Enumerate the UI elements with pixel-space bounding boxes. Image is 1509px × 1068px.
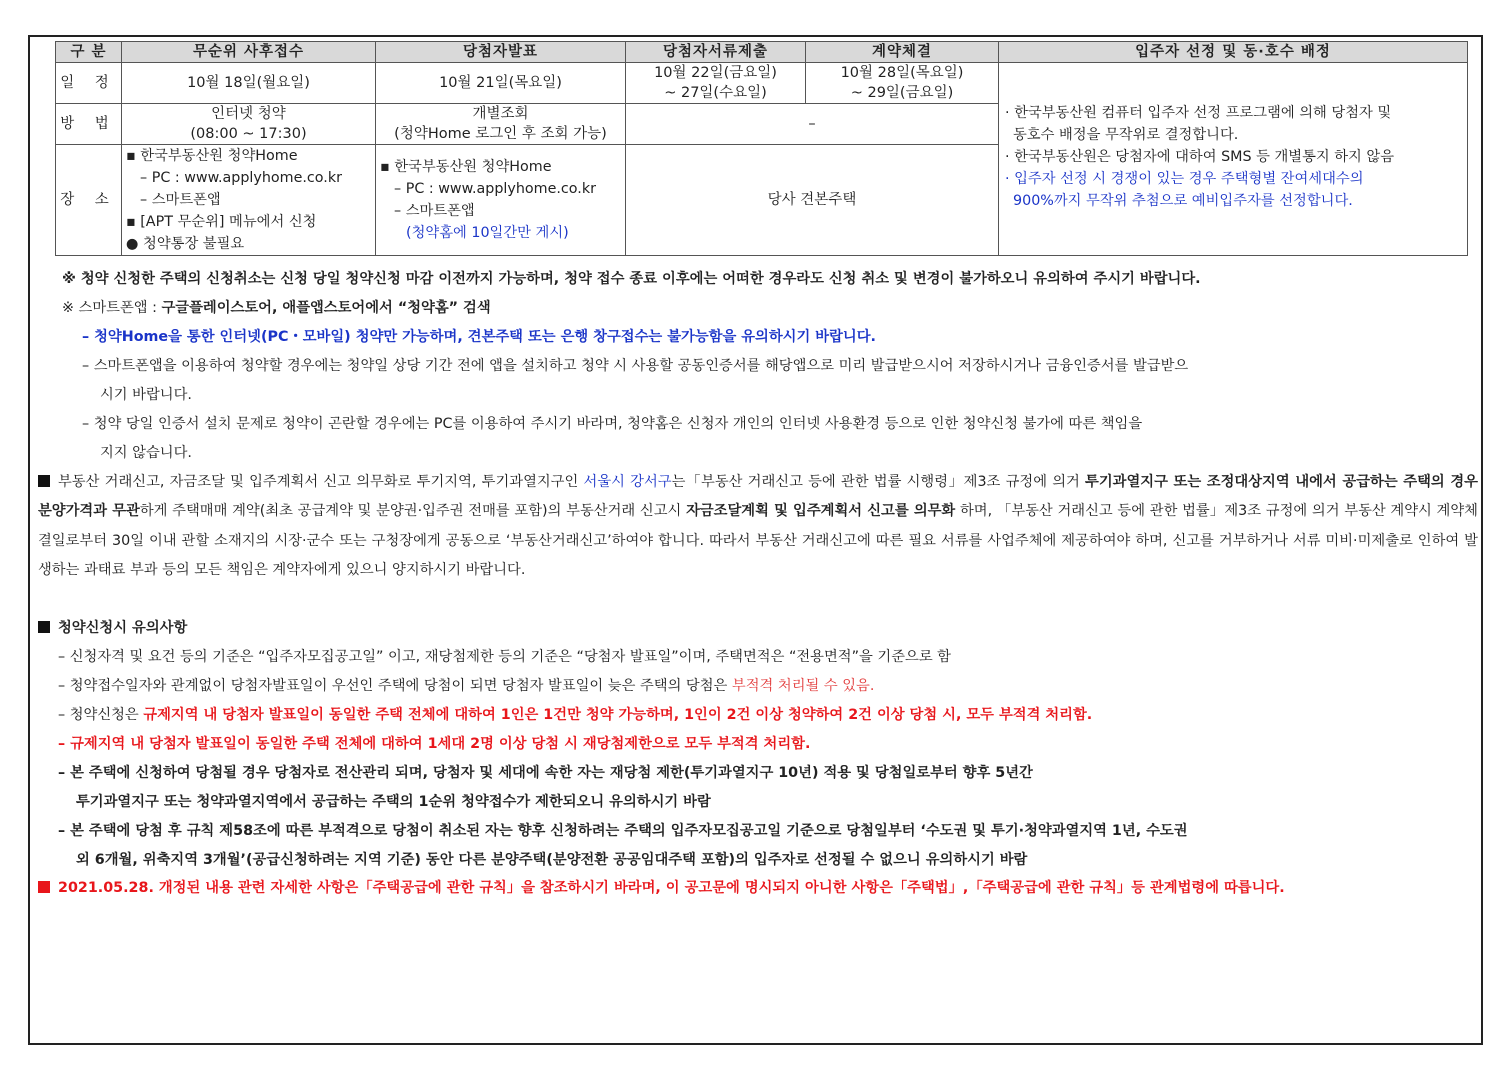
note-cancellation: ※ 청약 신청한 주택의 신청취소는 신청 당일 청약신청 마감 이전까지 가능하며, 청약 접수 종료 이후에는 어떠한 경우라도 신청 취소 및 변경이 불가하오니 유의하여 주시기 바랍니다. <box>62 271 1201 287</box>
row-label-place: 장 소 <box>56 145 122 256</box>
precaution-one-application: – 청약신청은 규제지역 내 당첨자 발표일이 동일한 주택 전체에 대하여 1인은 1건만 청약 가능하며, 1인이 2건 이상 청약하여 2건 이상 당첨 시, 모두 부적격 처리함. <box>58 707 1093 723</box>
note-internet-only: – 청약Home을 통한 인터넷(PC・모바일) 청약만 가능하며, 견본주택 또는 은행 창구접수는 불가능함을 유의하시기 바랍니다. <box>82 329 876 345</box>
bullet-square-icon <box>38 881 50 893</box>
precaution-household: – 규제지역 내 당첨자 발표일이 동일한 주택 전체에 대하여 1세대 2명 이상 당첨 시 재당첨제한으로 모두 부적격 처리함. <box>58 736 811 752</box>
cell-docs-date: 10월 22일(금요일) ~ 27일(수요일) <box>626 63 806 104</box>
cell-docs-contract-place: 당사 견본주택 <box>626 145 999 256</box>
note-app-install: – 스마트폰앱을 이용하여 청약할 경우에는 청약일 상당 기간 전에 앱을 설치하고 청약 시 사용할 공동인증서를 해당앱으로 미리 발급받으시어 저장하시거나 금융인증서를 발급받으 <box>82 358 1189 374</box>
cell-announce-date: 10월 21일(목요일) <box>376 63 626 104</box>
table-header-row <box>56 42 1468 63</box>
cell-announce-place: ▪ 한국부동산원 청약Home – PC : www.applyhome.co.kr – 스마트폰앱 (청약홈에 10일간만 게시) <box>376 145 626 256</box>
cell-docs-contract-method: – <box>626 104 999 145</box>
section-title-precautions: 청약신청시 유의사항 <box>38 617 187 639</box>
note-certificate: – 청약 당일 인증서 설치 문제로 청약이 곤란할 경우에는 PC를 이용하여 주시기 바라며, 청약홈은 신청자 개인의 인터넷 사용환경 등으로 인한 청약신청 불가에 따른 책임을 <box>82 416 1143 432</box>
section-real-estate-report: 부동산 거래신고, 자금조달 및 입주계획서 신고 의무화로 투기지역, 투기과열지구인 서울시 강서구는「부동산 거래신고 등에 관한 법률 시행령」제3조 규정에 의거 투기과열지구 또는 조정대상지역 내에서 공급하는 주택의 경우 분양가격과 무관하게 주택매매 계약(최초 공급계약 및 분양권·입주권 전매를 포함)의 부동산거래 신고시 자금조달계획 및 입주계획서 신고를 의무화 하며, 「부동산 거래신고 등에 관한 법률」제3조 규정에 의거 부동산 계약시 계약체결일로부터 30일 이내 관할 소재지의 시장·군수 또는 구청장에게 공동으로 ‘부동산거래신고’하여야 합니다. 따라서 부동산 거래신고에 따른 필요 서류를 사업주체에 제공하여야 하며, 신고를 거부하거나 서류 미비·미제출로 인하여 발생하는 과태료 부과 등의 모든 책임은 계약자에게 있으니 양지하시기 바랍니다. <box>38 474 1478 578</box>
cell-announce-method: 개별조회 (청약Home 로그인 후 조회 가능) <box>376 104 626 145</box>
cell-apply-method: 인터넷 청약 (08:00 ~ 17:30) <box>122 104 376 145</box>
cell-contract-date: 10월 28일(목요일) ~ 29일(금요일) <box>806 63 999 104</box>
header-announce: 당첨자발표 <box>376 42 626 63</box>
bullet-square-icon <box>38 475 50 487</box>
table-row <box>56 63 1468 104</box>
row-label-method: 방 법 <box>56 104 122 145</box>
header-selection: 입주자 선정 및 동·호수 배정 <box>999 42 1468 63</box>
header-docs: 당첨자서류제출 <box>626 42 806 63</box>
precaution-criteria: – 신청자격 및 요건 등의 기준은 “입주자모집공고일” 이고, 재당첨제한 등의 기준은 “당첨자 발표일”이며, 주택면적은 “전용면적”을 기준으로 함 <box>58 649 951 665</box>
row-label-schedule: 일 정 <box>56 63 122 104</box>
note-app-install-cont: 시기 바랍니다. <box>100 387 192 403</box>
precaution-rewin-limit: – 본 주택에 신청하여 당첨될 경우 당첨자로 전산관리 되며, 당첨자 및 세대에 속한 자는 재당첨 제한(투기과열지구 10년) 적용 및 당첨일로부터 향후 5년간 <box>58 765 1033 781</box>
schedule-table <box>55 41 1468 256</box>
header-category: 구 분 <box>56 42 122 63</box>
precaution-ineligible: – 본 주택에 당첨 후 규칙 제58조에 따른 부적격으로 당첨이 취소된 자는 향후 신청하려는 주택의 입주자모집공고일 기준으로 당첨일부터 ‘수도권 및 투기·청약과열지역 1년, 수도권 <box>58 823 1188 839</box>
cell-apply-place: ▪ 한국부동산원 청약Home – PC : www.applyhome.co.kr – 스마트폰앱 ▪ [APT 무순위] 메뉴에서 신청 ● 청약통장 불필요 <box>122 145 376 256</box>
note-certificate-cont: 지지 않습니다. <box>100 445 192 461</box>
header-apply: 무순위 사후접수 <box>122 42 376 63</box>
precaution-ineligible-cont: 외 6개월, 위축지역 3개월’(공급신청하려는 지역 기준) 동안 다른 분양주택(분양전환 공공임대주택 포함)의 입주자로 선정될 수 없으니 유의하시기 바람 <box>76 852 1028 868</box>
cell-apply-date: 10월 18일(월요일) <box>122 63 376 104</box>
bullet-square-icon <box>38 621 50 633</box>
header-contract: 계약체결 <box>806 42 999 63</box>
precaution-priority: – 청약접수일자와 관계없이 당첨자발표일이 우선인 주택에 당첨이 되면 당첨자 발표일이 늦은 주택의 당첨은 부적격 처리될 수 있음. <box>58 678 875 694</box>
precaution-rewin-limit-cont: 투기과열지구 또는 청약과열지역에서 공급하는 주택의 1순위 청약접수가 제한되오니 유의하시기 바람 <box>76 794 711 810</box>
note-smartphone-app: ※ 스마트폰앱 : 구글플레이스토어, 애플앱스토어에서 “청약홈” 검색 <box>62 300 491 316</box>
cell-selection: · 한국부동산원 컴퓨터 입주자 선정 프로그램에 의해 당첨자 및 동호수 배정을 무작위로 결정합니다. · 한국부동산원은 당첨자에 대하여 SMS 등 개별통지 하지 않음 · 입주자 선정 시 경쟁이 있는 경우 주택형별 잔여세대수의 900%까지 무작위 추첨으로 예비입주자를 선정합니다. <box>999 63 1468 256</box>
section-regulation-notice: 2021.05.28. 개정된 내용 관련 자세한 사항은「주택공급에 관한 규칙」을 참조하시기 바라며, 이 공고문에 명시되지 아니한 사항은「주택법」,「주택공급에 관한 규칙」등 관계법령에 따릅니다. <box>38 874 1478 903</box>
